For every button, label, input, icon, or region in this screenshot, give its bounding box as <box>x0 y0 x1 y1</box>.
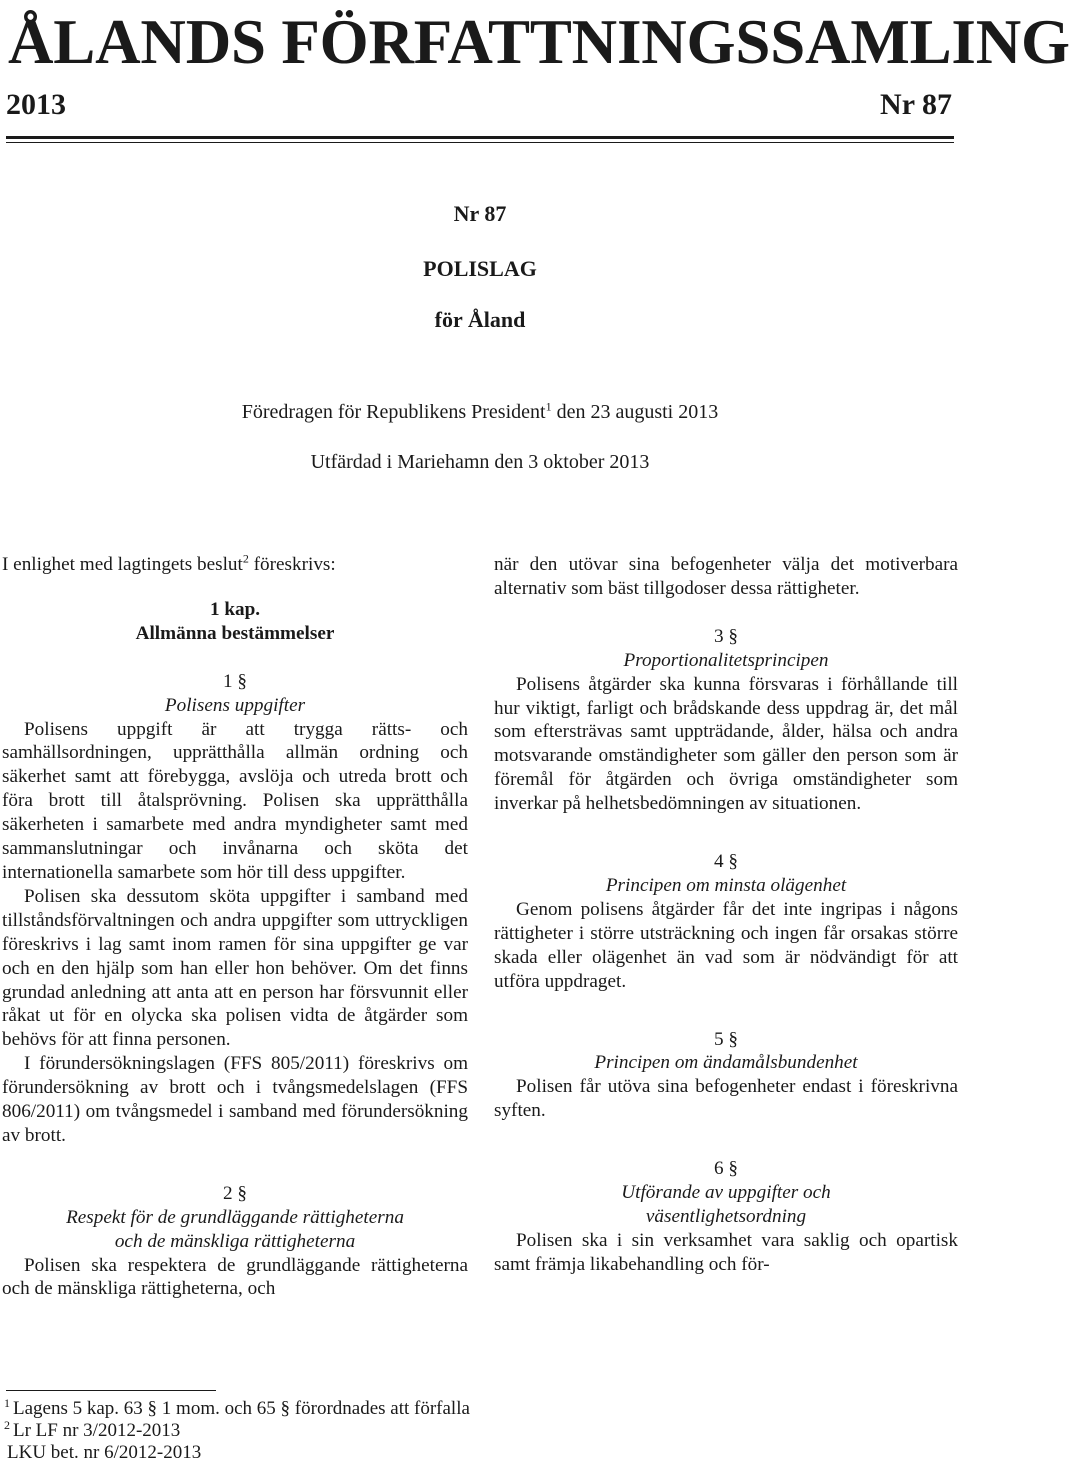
section-2-paragraph-1: Polisen ska respektera de grundläggande rättigheterna och de mänskliga rättigheterna, och <box>2 1254 468 1300</box>
footnote-2 <box>4 1417 470 1442</box>
issued-line: Utfärdad i Mariehamn den 3 oktober 2013 <box>310 451 650 473</box>
section-1-paragraph-2: Polisen ska dessutom sköta uppgifter i samband med tillståndsförvaltningen och andra uppgifter som uttryckligen föreskrivs i lag samt inom ramen för sina uppgifter ge var och en den hjälp som han eller hon behöver. Om det finns grundad anledning att anta att en person har försvunnit eller råkat ut för en olycka ska polisen vidta de åtgärder som behövs för att finna personen. <box>2 885 468 1051</box>
section-3-number: 3 § <box>714 625 738 647</box>
section-4-title: Principen om minsta olägenhet <box>605 874 847 896</box>
section-1-number: 1 § <box>223 670 247 692</box>
section-1-title: Polisens uppgifter <box>164 694 306 716</box>
section-1-paragraph-3: I förundersökningslagen (FFS 805/2011) föreskrivs om förundersökning av brott och i tvångsmedelslagen (FFS 806/2011) om tvångsmedel i samband med förundersökning av brott. <box>2 1053 468 1146</box>
footnote-1-number: 1 <box>4 1395 10 1410</box>
presented-text: Föredragen för Republikens President <box>241 401 546 423</box>
footnote-1-text: Lagens 5 kap. 63 § 1 mom. och 65 § förordnades att förfalla <box>13 1398 470 1419</box>
header-rule-thin <box>6 142 954 143</box>
header-rule-thick <box>6 136 954 139</box>
section-2-title-line-2: och de mänskliga rättigheterna <box>114 1230 356 1252</box>
left-column <box>2 553 468 1301</box>
section-2-continuation: när den utövar sina befogenheter välja det motiverbara alternativ som bäst tillgodoser dessa rättigheter. <box>494 554 958 599</box>
footnote-2-text-line-2: LKU bet. nr 6/2012-2013 <box>7 1442 202 1463</box>
section-4-paragraph-1: Genom polisens åtgärder får det inte ingripas i någons rättigheter i större utsträckning och ingen får orsakas större skada eller olägenhet än vad som är nödvändigt för att utföra uppdraget. <box>494 898 958 992</box>
section-1-paragraph-1: Polisens uppgift är att trygga rätts- och samhällsordningen, upprätthålla allmän ordning och säkerhet samt att förebygga, avslöja och utreda brott och föra brott till åtalsprövning. Polisen ska upprätthålla säkerheten i samarbete med andra myndigheter samt med sammanslutningar och invånarna och sköta det internationella samarbete som hör till dess uppgifter. <box>2 718 468 883</box>
right-column <box>494 553 958 1277</box>
enactment-clause <box>2 553 468 577</box>
section-3-paragraph-1: Polisens åtgärder ska kunna försvaras i förhållande till hur viktigt, farligt och brådskande dess uppdrag är, det mål som eftersträvas samt uppträdande, ålder, hälsa och andra motsvarande omständigheter som gäller den person som är föremål för åtgärden och övriga omständigheter som inverkar på helhetsbedömningen av situationen. <box>494 673 958 815</box>
enactment-tail: föreskrivs: <box>248 554 336 575</box>
act-subtitle: för Åland <box>434 307 526 332</box>
footnote-2-continued <box>4 1442 470 1464</box>
footnote-ref-1: 1 <box>545 399 552 414</box>
section-3-title: Proportionalitetsprincipen <box>623 649 829 671</box>
footnote-2-number: 2 <box>4 1417 10 1432</box>
section-6-number: 6 § <box>714 1158 738 1180</box>
section-6-title-line-1: Utförande av uppgifter och <box>621 1182 831 1204</box>
chapter-title: Allmänna bestämmelser <box>135 622 335 644</box>
footnote-rule <box>6 1390 216 1391</box>
presented-line <box>0 401 960 424</box>
section-2-title-line-1: Respekt för de grundläggande rättigheterna <box>66 1206 404 1228</box>
footnotes <box>4 1395 470 1464</box>
section-4-number: 4 § <box>714 851 738 873</box>
presented-date: den 23 augusti 2013 <box>551 401 719 423</box>
footnote-1 <box>4 1395 470 1420</box>
enactment-text: I enlighet med lagtingets beslut <box>2 554 243 575</box>
section-2-number: 2 § <box>223 1182 247 1204</box>
footnote-ref-2: 2 <box>242 551 249 566</box>
section-5-paragraph-1: Polisen får utöva sina befogenheter endast i föreskrivna syften. <box>494 1076 958 1122</box>
act-title: POLISLAG <box>423 256 537 281</box>
section-5-number: 5 § <box>714 1028 738 1050</box>
publication-year: 2013 <box>6 88 66 121</box>
publication-number: Nr 87 <box>880 88 952 121</box>
act-number: Nr 87 <box>453 201 507 226</box>
section-6-title-line-2: väsentlighetsordning <box>645 1205 807 1227</box>
section-5-title: Principen om ändamålsbundenhet <box>594 1052 858 1074</box>
chapter-number: 1 kap. <box>209 598 261 620</box>
section-6-paragraph-1: Polisen ska i sin verksamhet vara saklig och opartisk samt främja likabehandling och för- <box>494 1229 958 1275</box>
footnote-2-text: Lr LF nr 3/2012-2013 <box>13 1420 181 1441</box>
publication-title: ÅLANDS FÖRFATTNINGSSAMLING <box>8 7 1070 77</box>
